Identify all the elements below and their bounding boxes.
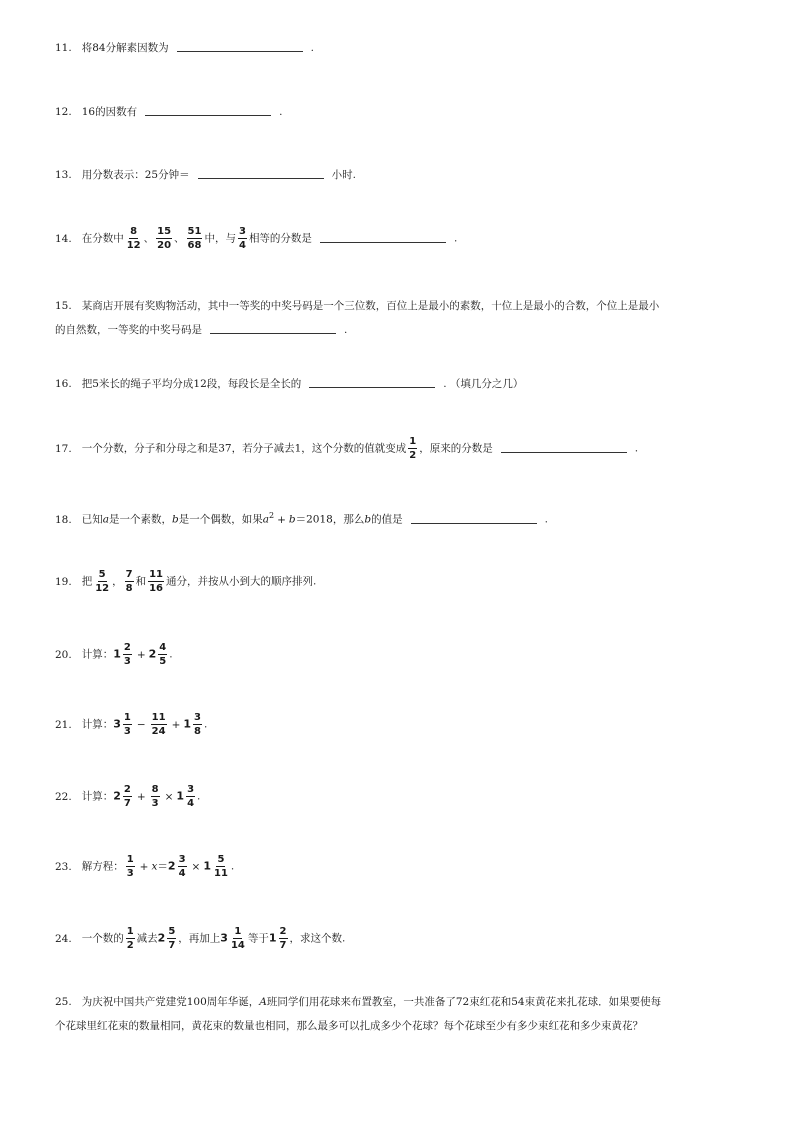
whole-number: 2 — [157, 931, 166, 945]
numerator: 5 — [168, 926, 176, 937]
variable: b — [288, 513, 296, 526]
period: . — [544, 513, 548, 526]
denominator: 2 — [409, 450, 417, 461]
denominator: 2 — [126, 940, 134, 951]
question-number: 20. — [55, 648, 72, 661]
question-number: 12. — [55, 106, 72, 118]
fraction — [123, 784, 132, 809]
operator: + — [139, 860, 149, 873]
operator: + — [136, 790, 146, 803]
separator: 、 — [143, 232, 155, 245]
fraction — [123, 642, 132, 667]
question-12 — [55, 102, 754, 122]
fraction — [126, 854, 135, 879]
question-text: ，再加上 — [178, 932, 221, 945]
numerator: 5 — [98, 569, 106, 580]
question-20 — [55, 642, 754, 667]
question-14 — [55, 226, 754, 251]
question-23 — [55, 854, 754, 879]
period: . — [197, 790, 201, 803]
whole-number: 1 — [176, 789, 185, 803]
fraction — [151, 784, 160, 809]
question-11 — [55, 38, 754, 58]
whole-number: 1 — [268, 931, 277, 945]
whole-number: 3 — [113, 717, 121, 731]
numerator: 8 — [130, 226, 138, 237]
fraction — [186, 784, 195, 809]
fraction — [125, 569, 134, 594]
denominator: 12 — [126, 240, 141, 251]
question-text: 中，与 — [204, 232, 236, 245]
numerator: 2 — [123, 642, 131, 653]
period: . — [344, 324, 348, 336]
fraction — [167, 926, 176, 951]
question-text: 是一个素数， — [108, 513, 172, 526]
denominator: 4 — [238, 240, 246, 251]
question-24 — [55, 926, 754, 951]
denominator: 68 — [187, 240, 202, 251]
question-number: 25. — [55, 996, 72, 1008]
numerator: 11 — [151, 712, 166, 723]
numerator: 15 — [157, 226, 172, 237]
fraction — [126, 926, 135, 951]
numerator: 1 — [126, 854, 134, 865]
question-number: 21. — [55, 718, 72, 731]
operator: × — [164, 790, 174, 803]
fraction — [94, 569, 110, 594]
denominator: 16 — [149, 583, 164, 594]
fraction — [178, 854, 187, 879]
variable: b — [171, 513, 179, 526]
question-number: 23. — [55, 860, 72, 873]
fraction — [213, 854, 229, 879]
question-text: 减去 — [136, 932, 158, 945]
denominator: 7 — [123, 798, 131, 809]
denominator: 3 — [123, 656, 131, 667]
question-text: 计算： — [81, 790, 114, 803]
numerator: 3 — [187, 784, 195, 795]
period: . — [169, 648, 173, 661]
numerator: 11 — [149, 569, 164, 580]
fraction — [230, 926, 246, 951]
unit-text: 小时. — [331, 169, 356, 181]
question-text: 的值是 — [371, 513, 403, 526]
question-text: 计算： — [81, 718, 114, 731]
variable: x — [151, 860, 158, 873]
period: . — [230, 860, 235, 873]
question-text: 把 — [81, 575, 93, 588]
question-text: 等于 — [247, 932, 269, 945]
denominator: 11 — [214, 868, 228, 879]
whole-number: 2 — [113, 789, 121, 803]
hint-text: . （填几分之几） — [443, 378, 524, 390]
question-number: 15. — [55, 300, 72, 312]
answer-blank[interactable] — [501, 440, 627, 453]
whole-number: 3 — [220, 931, 228, 945]
question-text: 16的因数有 — [81, 106, 138, 118]
question-number: 16. — [55, 378, 72, 390]
question-text: 在分数中 — [81, 232, 124, 245]
question-text: 用分数表示：25分钟＝ — [81, 169, 190, 181]
question-text: 已知 — [81, 513, 103, 526]
period: . — [204, 718, 208, 731]
variable: a — [262, 513, 269, 526]
question-22 — [55, 784, 754, 809]
question-number: 11. — [55, 42, 72, 54]
question-text: 相等的分数是 — [248, 232, 312, 245]
denominator: 24 — [151, 726, 166, 737]
denominator: 7 — [279, 940, 287, 951]
operator: + — [136, 648, 146, 661]
question-18 — [55, 506, 754, 530]
question-number: 13. — [55, 169, 72, 181]
question-text: 通分，并按从小到大的顺序排列. — [166, 575, 317, 588]
numerator: 1 — [234, 926, 242, 937]
question-15 — [55, 294, 754, 342]
denominator: 3 — [123, 726, 131, 737]
denominator: 3 — [151, 798, 159, 809]
question-text: 的自然数，一等奖的中奖号码是 — [55, 324, 202, 336]
answer-blank[interactable] — [198, 166, 324, 179]
period: . — [310, 42, 314, 54]
whole-number: 1 — [183, 717, 192, 731]
numerator: 51 — [187, 226, 202, 237]
denominator: 4 — [178, 868, 186, 879]
fraction — [148, 569, 164, 594]
period: . — [634, 442, 639, 455]
answer-blank[interactable] — [309, 375, 435, 388]
fraction — [151, 712, 167, 737]
question-text: 解方程： — [81, 860, 124, 873]
question-number: 22. — [55, 790, 72, 803]
fraction — [156, 226, 172, 251]
answer-blank[interactable] — [145, 103, 271, 116]
denominator: 7 — [168, 940, 176, 951]
answer-blank[interactable] — [177, 39, 303, 52]
whole-number: 2 — [148, 647, 157, 661]
question-text: 为庆祝中国共产党建党100周年华诞， — [81, 996, 260, 1008]
denominator: 20 — [157, 240, 172, 251]
denominator: 5 — [159, 656, 167, 667]
operator: ＝ — [157, 860, 168, 873]
denominator: 8 — [125, 583, 133, 594]
question-number: 18. — [55, 513, 72, 526]
numerator: 7 — [125, 569, 133, 580]
question-text: 是一个偶数，如果 — [178, 513, 263, 526]
fraction — [193, 712, 202, 737]
whole-number: 1 — [113, 647, 121, 661]
question-text: ，求这个数. — [289, 932, 346, 945]
operator: + — [171, 718, 181, 731]
fraction — [238, 226, 247, 251]
numerator: 8 — [151, 784, 159, 795]
fraction — [187, 226, 203, 251]
question-17 — [55, 436, 754, 461]
exponent: 2 — [268, 511, 275, 520]
fraction — [126, 226, 142, 251]
variable: b — [364, 513, 372, 526]
variable: a — [102, 513, 109, 526]
denominator: 12 — [95, 583, 110, 594]
fraction — [158, 642, 167, 667]
numerator: 3 — [238, 226, 246, 237]
question-text: ，原来的分数是 — [419, 442, 493, 455]
question-text: 个花球里红花束的数量相同，黄花束的数量也相同，那么最多可以扎成多少个花球？每个花球至少有多少束红花和多少束黄花？ — [55, 1020, 643, 1032]
question-13 — [55, 165, 754, 185]
numerator: 2 — [123, 784, 131, 795]
operator: + — [277, 513, 286, 526]
denominator: 14 — [230, 940, 245, 951]
question-21 — [55, 712, 754, 737]
answer-blank[interactable] — [411, 511, 537, 524]
question-number: 17. — [55, 442, 72, 455]
answer-blank[interactable] — [320, 230, 446, 243]
period: . — [279, 106, 283, 118]
numerator: 2 — [279, 926, 287, 937]
whole-number: 1 — [203, 859, 211, 873]
separator: ， — [112, 575, 123, 588]
numerator: 1 — [126, 926, 134, 937]
operator: × — [191, 860, 201, 873]
answer-blank[interactable] — [210, 321, 336, 334]
question-text: 计算： — [81, 648, 114, 661]
question-number: 14. — [55, 232, 72, 245]
period: . — [453, 232, 458, 245]
question-text: 一个分数，分子和分母之和是37，若分子减去1，这个分数的值就变成 — [81, 442, 407, 455]
numerator: 4 — [159, 642, 167, 653]
fraction — [279, 926, 288, 951]
separator: 和 — [135, 575, 147, 588]
numerator: 1 — [409, 436, 417, 447]
question-text: 把5米长的绳子平均分成12段，每段长是全长的 — [81, 378, 302, 390]
numerator: 3 — [178, 854, 186, 865]
fraction — [123, 712, 132, 737]
denominator: 8 — [194, 726, 201, 737]
fraction — [408, 436, 417, 461]
question-number: 19. — [55, 575, 72, 588]
numerator: 5 — [217, 854, 225, 865]
numerator: 3 — [194, 712, 201, 723]
question-text: 将84分解素因数为 — [81, 42, 169, 54]
denominator: 3 — [126, 868, 134, 879]
question-19 — [55, 569, 754, 594]
question-text: 一个数的 — [81, 932, 124, 945]
question-number: 24. — [55, 932, 72, 945]
numerator: 1 — [123, 712, 131, 723]
variable: A — [259, 996, 267, 1008]
denominator: 4 — [187, 798, 195, 809]
operator: − — [136, 718, 146, 731]
whole-number: 2 — [167, 859, 176, 873]
question-16 — [55, 374, 754, 394]
question-text: 班同学们用花球来布置教室，一共准备了72束红花和54束黄花来扎花球．如果要使每 — [266, 996, 662, 1008]
question-text: ＝2018，那么 — [295, 513, 365, 526]
separator: 、 — [174, 232, 185, 245]
question-25 — [55, 990, 754, 1038]
question-text: 某商店开展有奖购物活动，其中一等奖的中奖号码是一个三位数，百位上是最小的素数，十位上是最小的合数，个位上是最小 — [81, 300, 660, 312]
